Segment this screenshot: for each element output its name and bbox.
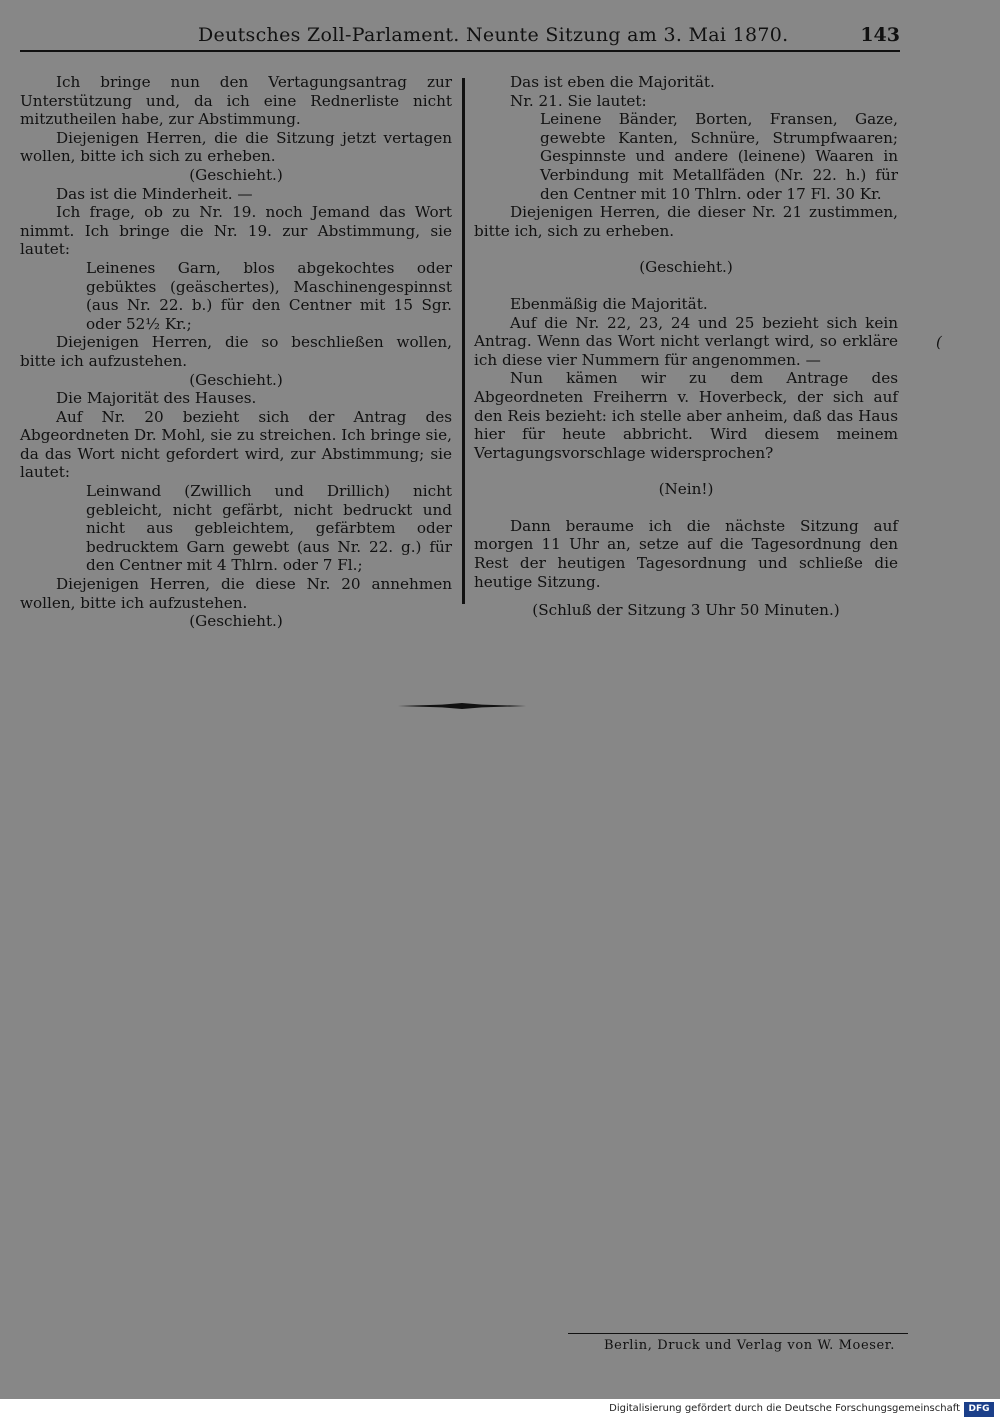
margin-mark: ( [936, 333, 942, 351]
paragraph: Die Majorität des Hauses. [56, 389, 257, 408]
paragraph: Ich frage, ob zu Nr. 19. noch Jemand das Wort nimmt. Ich bringe die Nr. 19. zur Abstimmung, sie lautet: [20, 203, 452, 259]
stage-direction: (Geschieht.) [189, 165, 283, 184]
header-rule [20, 50, 900, 52]
right-column [474, 73, 898, 620]
closing-note: (Schluß der Sitzung 3 Uhr 50 Minuten.) [532, 601, 840, 620]
tariff-item-19: Leinenes Garn, blos abgekochtes oder gebüktes (geäschertes), Maschinengespinnst (aus Nr. 22. b.) für den Centner mit 15 Sgr. oder 52½ Kr.; [86, 258, 452, 333]
paragraph: Diejenigen Herren, die die Sitzung jetzt vertagen wollen, bitte ich sich zu erheben. [20, 128, 452, 166]
dfg-credit: Digitalisierung gefördert durch die Deutsche Forschungsgemeinschaft [609, 1403, 960, 1414]
page-header [20, 24, 900, 50]
stage-direction: (Nein!) [658, 480, 714, 499]
stage-direction: (Geschieht.) [639, 258, 733, 277]
paragraph: Auf die Nr. 22, 23, 24 und 25 bezieht sich kein Antrag. Wenn das Wort nicht verlangt wird, so erkläre ich diese vier Nummern für angenommen. — [474, 313, 898, 369]
tariff-item-20: Leinwand (Zwillich und Drillich) nicht gebleicht, nicht gefärbt, nicht bedruckt und nicht aus gebleichtem, gefärbtem oder bedrucktem Garn gewebt (aus Nr. 22. g.) für den Centner mit 4 Thlrn. oder 7 Fl.; [86, 482, 452, 575]
paragraph: Das ist die Minderheit. — [56, 184, 253, 203]
end-ornament [398, 703, 526, 709]
dfg-logo: DFG [964, 1402, 994, 1417]
paragraph: Diejenigen Herren, die diese Nr. 20 annehmen wollen, bitte ich aufzustehen. [20, 575, 452, 612]
left-column [20, 73, 452, 631]
paragraph: Dann beraume ich die nächste Sitzung auf morgen 11 Uhr an, setze auf die Tagesordnung den Rest der heutigen Tagesordnung und schließe die heutige Sitzung. [474, 516, 898, 591]
paragraph: Das ist eben die Majorität. [510, 73, 715, 91]
paragraph: Auf Nr. 20 bezieht sich der Antrag des Abgeordneten Dr. Mohl, sie zu streichen. Ich bringe sie, da das Wort nicht gefordert wird, zur Abstimmung; sie lautet: [20, 407, 452, 482]
tariff-item-21: Leinene Bänder, Borten, Fransen, Gaze, gewebte Kanten, Schnüre, Strumpfwaaren; Gespinnste und andere (leinene) Waaren in Verbindung mit Metallfäden (Nr. 22. h.) für den Centner mit 10 Thlrn. oder 17 Fl. 30 Kr. [540, 110, 898, 203]
stage-direction: (Geschieht.) [189, 370, 283, 389]
header-title: Deutsches Zoll-Parlament. Neunte Sitzung am 3. Mai 1870. [198, 24, 789, 46]
paragraph: Diejenigen Herren, die so beschließen wollen, bitte ich aufzustehen. [20, 333, 452, 370]
column-divider [462, 78, 465, 604]
paragraph: Nr. 21. Sie lautet: [510, 91, 647, 110]
dfg-banner [0, 1399, 1000, 1421]
paragraph: Ebenmäßig die Majorität. [510, 294, 708, 313]
printer-imprint: Berlin, Druck und Verlag von W. Moeser. [604, 1338, 895, 1353]
paragraph: Nun kämen wir zu dem Antrage des Abgeordneten Freiherrn v. Hoverbeck, der sich auf den Reis bezieht: ich stelle aber anheim, daß das Haus hier für heute abbricht. Wird diesem meinem Vertagungsvorschlage widersprochen? [474, 369, 898, 462]
footer-rule [568, 1333, 908, 1334]
stage-direction: (Geschieht.) [189, 612, 283, 631]
page-number: 143 [860, 24, 900, 46]
paragraph: Ich bringe nun den Vertagungsantrag zur Unterstützung und, da ich eine Rednerliste nicht mitzutheilen habe, zur Abstimmung. [20, 73, 452, 129]
paragraph: Diejenigen Herren, die dieser Nr. 21 zustimmen, bitte ich, sich zu erheben. [474, 203, 898, 240]
